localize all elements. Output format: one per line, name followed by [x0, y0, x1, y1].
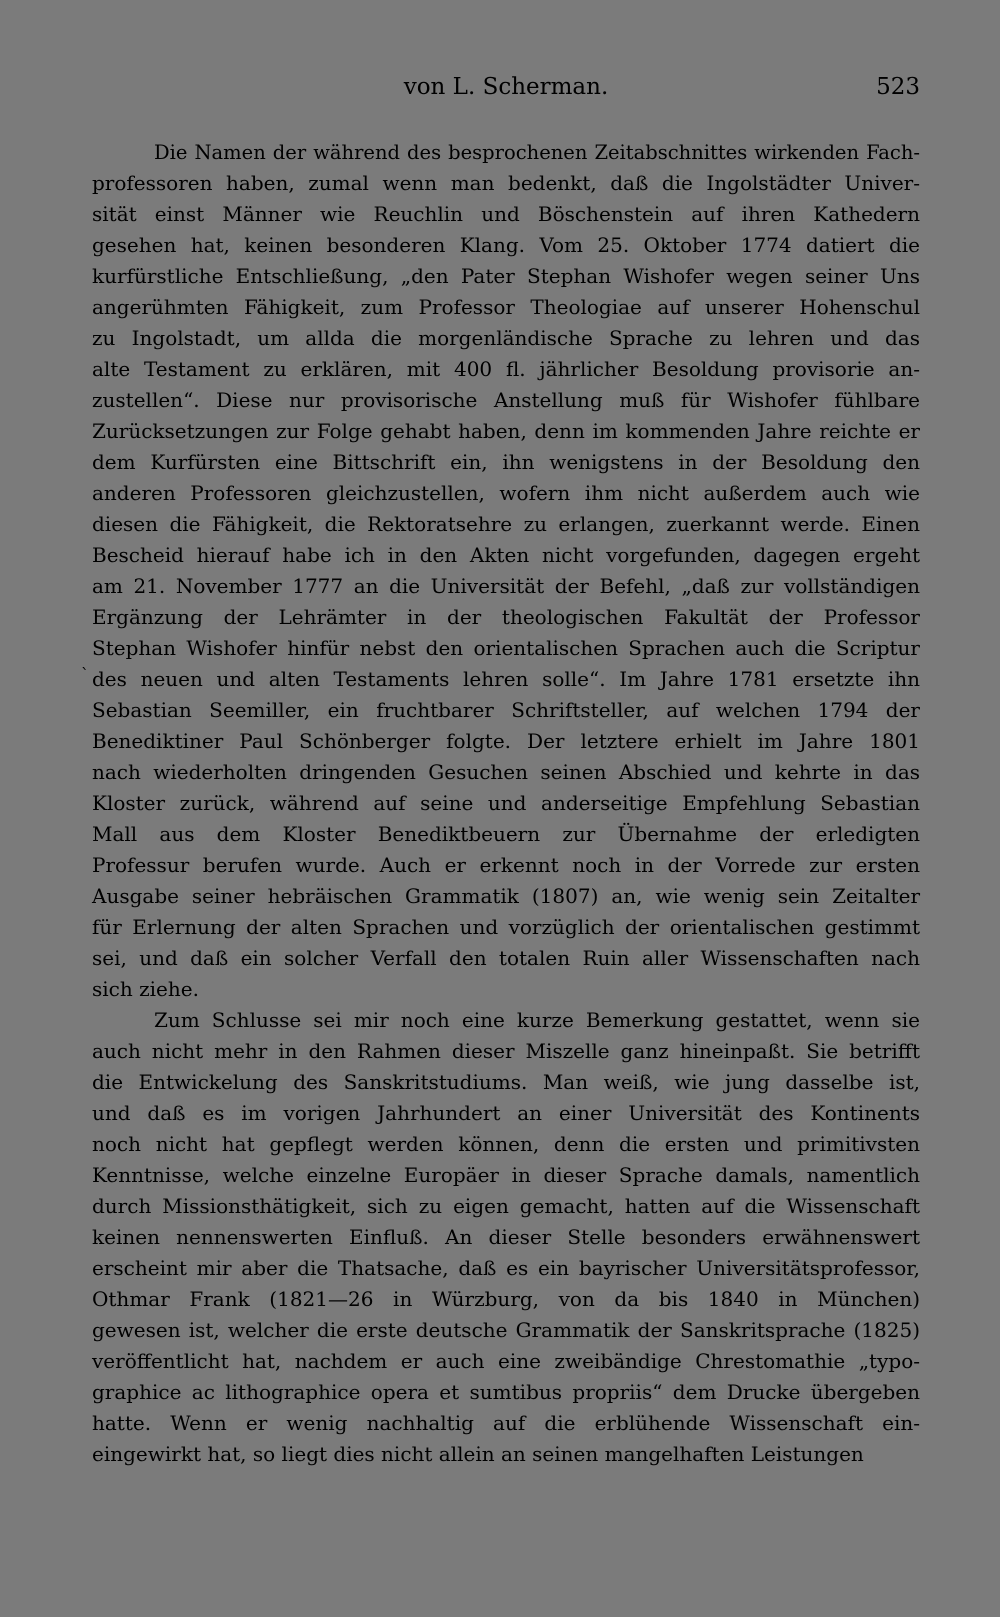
text-line: Sebastian Seemiller, ein fruchtbarer Schriftsteller, auf welchen 1794 der	[92, 698, 920, 722]
text-line: gesehen hat, keinen besonderen Klang. Vom 25. Oktober 1774 datiert die	[92, 233, 920, 257]
text-line: Kloster zurück, während auf seine und anderseitige Empfehlung Sebastian	[92, 791, 920, 815]
text-line: Ausgabe seiner hebräischen Grammatik (1807) an, wie wenig sein Zeitalter	[92, 884, 920, 908]
margin-mark: `	[81, 665, 89, 684]
text-line: am 21. November 1777 an die Universität der Befehl, „daß zur vollständigen	[92, 574, 920, 598]
text-line: diesen die Fähigkeit, die Rektoratsehre zu erlangen, zuerkannt werde. Einen	[92, 512, 920, 536]
text-line: hatte. Wenn er wenig nachhaltig auf die erblühende Wissenschaft ein-	[92, 1411, 920, 1435]
running-head	[92, 74, 920, 108]
body-text	[92, 137, 920, 1470]
paragraph	[92, 1005, 920, 1470]
text-line: sich ziehe.	[92, 977, 199, 1001]
text-line: sei, und daß ein solcher Verfall den totalen Ruin aller Wissenschaften nach	[92, 946, 920, 970]
text-line: erscheint mir aber die Thatsache, daß es ein bayrischer Universitätsprofessor,	[92, 1256, 920, 1280]
text-line: nach wiederholten dringenden Gesuchen seinen Abschied und kehrte in das	[92, 760, 920, 784]
text-line: auch nicht mehr in den Rahmen dieser Miszelle ganz hineinpaßt. Sie betrifft	[92, 1039, 920, 1063]
text-line: Professur berufen wurde. Auch er erkennt noch in der Vorrede zur ersten	[92, 853, 920, 877]
text-line: Kenntnisse, welche einzelne Europäer in dieser Sprache damals, namentlich	[92, 1163, 920, 1187]
text-line: Benediktiner Paul Schönberger folgte. Der letztere erhielt im Jahre 1801	[92, 729, 920, 753]
text-line: Zurücksetzungen zur Folge gehabt haben, denn im kommenden Jahre reichte er	[92, 419, 920, 443]
text-line: gewesen ist, welcher die erste deutsche Grammatik der Sanskritsprache (1825)	[92, 1318, 920, 1342]
text-line: Stephan Wishofer hinfür nebst den orientalischen Sprachen auch die Scriptur	[92, 636, 920, 660]
text-line: Othmar Frank (1821—26 in Würzburg, von da bis 1840 in München)	[92, 1287, 920, 1311]
text-line: noch nicht hat gepflegt werden können, denn die ersten und primitivsten	[92, 1132, 920, 1156]
text-line: durch Missionsthätigkeit, sich zu eigen gemacht, hatten auf die Wissenschaft	[92, 1194, 920, 1218]
text-line: professoren haben, zumal wenn man bedenkt, daß die Ingolstädter Univer-	[92, 171, 920, 195]
text-line: Bescheid hierauf habe ich in den Akten nicht vorgefunden, dagegen ergeht	[92, 543, 920, 567]
text-line: zustellen“. Diese nur provisorische Anstellung muß für Wishofer fühlbare	[92, 388, 920, 412]
text-line: und daß es im vorigen Jahrhundert an einer Universität des Kontinents	[92, 1101, 920, 1125]
paragraph	[92, 137, 920, 1005]
text-line: alte Testament zu erklären, mit 400 fl. jährlicher Besoldung provisorie an-	[92, 357, 920, 381]
text-line: graphice ac lithographice opera et sumtibus propriis“ dem Drucke übergeben	[92, 1380, 920, 1404]
text-line: kurfürstliche Entschließung, „den Pater Stephan Wishofer wegen seiner Uns	[92, 264, 920, 288]
text-line: keinen nennenswerten Einfluß. An dieser Stelle besonders erwähnenswert	[92, 1225, 920, 1249]
text-line: Mall aus dem Kloster Benediktbeuern zur Übernahme der erledigten	[92, 822, 920, 846]
text-line: Ergänzung der Lehrämter in der theologischen Fakultät der Professor	[92, 605, 920, 629]
page-number: 523	[876, 74, 920, 100]
text-line: die Entwickelung des Sanskritstudiums. Man weiß, wie jung dasselbe ist,	[92, 1070, 920, 1094]
text-line: sität einst Männer wie Reuchlin und Böschenstein auf ihren Kathedern	[92, 202, 920, 226]
text-line: des neuen und alten Testaments lehren solle“. Im Jahre 1781 ersetzte ihn	[92, 667, 920, 691]
text-line: dem Kurfürsten eine Bittschrift ein, ihn wenigstens in der Besoldung den	[92, 450, 920, 474]
text-line: anderen Professoren gleichzustellen, wofern ihm nicht außerdem auch wie	[92, 481, 920, 505]
running-title: von L. Scherman.	[403, 74, 609, 100]
text-line: zu Ingolstadt, um allda die morgenländische Sprache zu lehren und das	[92, 326, 920, 350]
text-line: veröffentlicht hat, nachdem er auch eine zweibändige Chrestomathie „typo-	[92, 1349, 920, 1373]
text-line: für Erlernung der alten Sprachen und vorzüglich der orientalischen gestimmt	[92, 915, 920, 939]
text-line: eingewirkt hat, so liegt dies nicht allein an seinen mangelhaften Leistungen	[92, 1442, 864, 1466]
text-line: Die Namen der während des besprochenen Zeitabschnittes wirkenden Fach-	[154, 141, 920, 164]
text-line: Zum Schlusse sei mir noch eine kurze Bemerkung gestattet, wenn sie	[154, 1008, 920, 1032]
text-line: angerühmten Fähigkeit, zum Professor Theologiae auf unserer Hohenschul	[92, 295, 920, 319]
